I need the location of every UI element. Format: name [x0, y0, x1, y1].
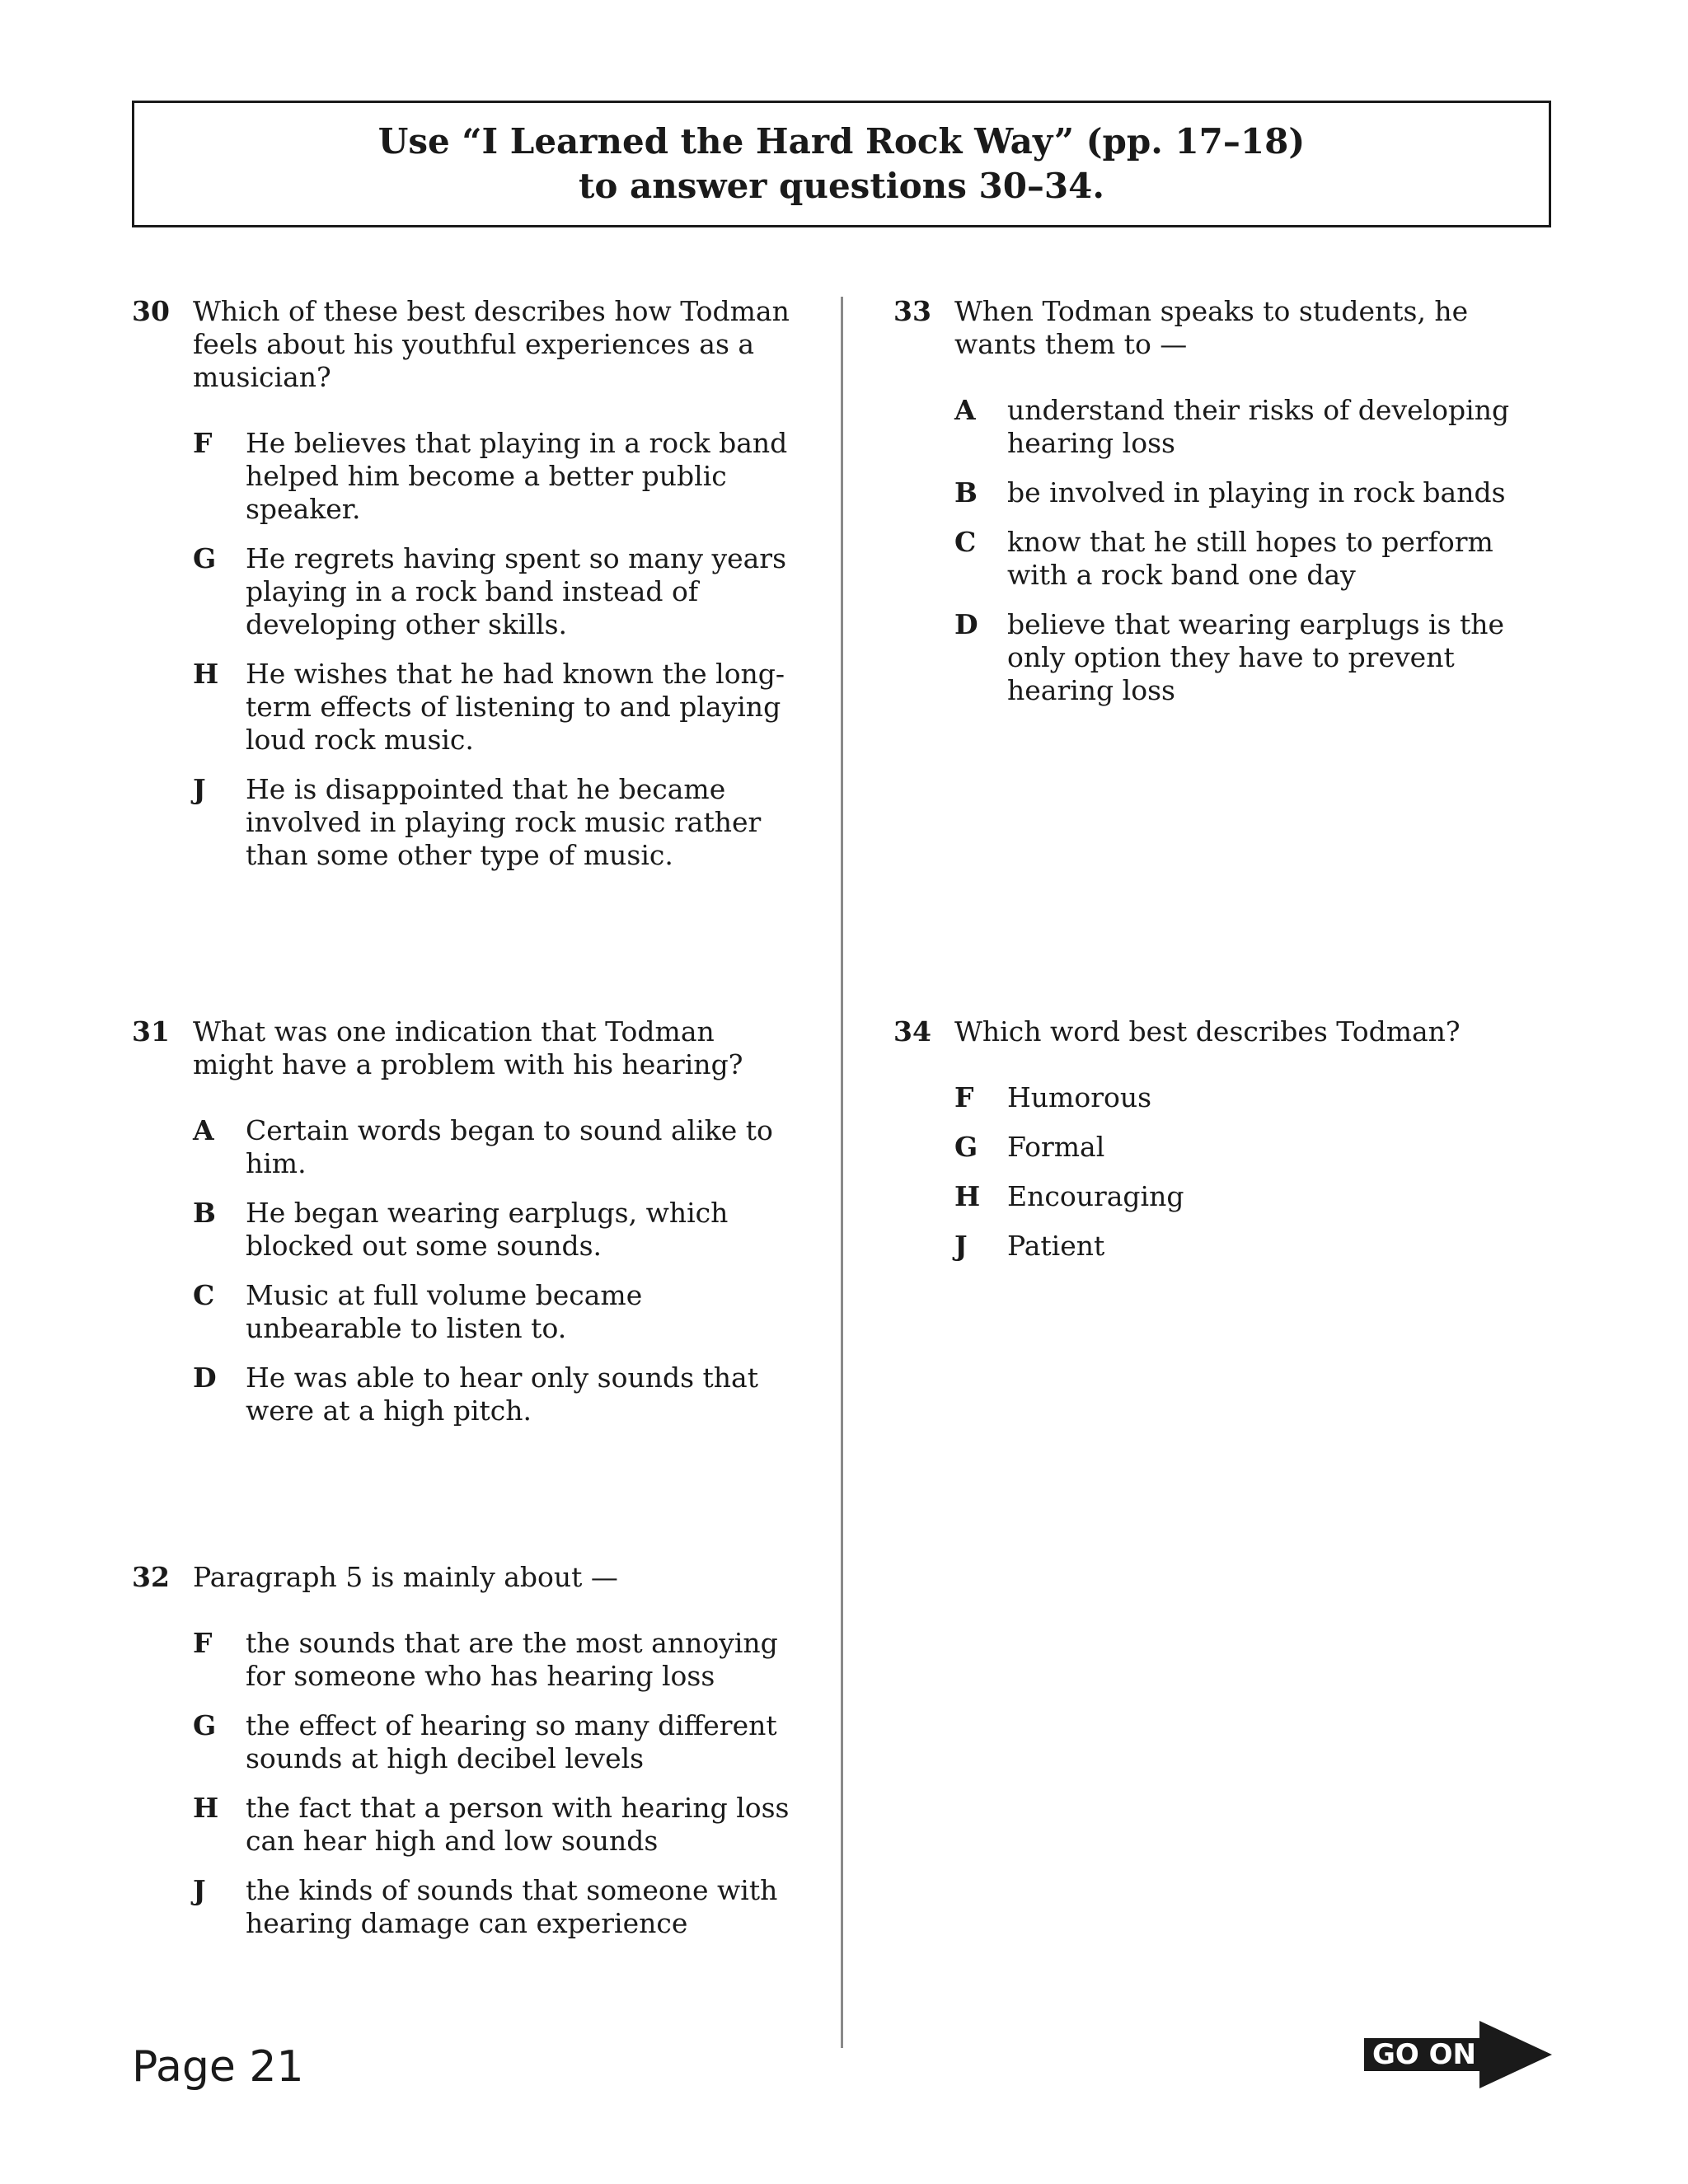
answer-option[interactable]	[193, 1197, 799, 1263]
option-text: He was able to hear only sounds that were at a high pitch.	[246, 1361, 758, 1427]
answer-option[interactable]	[193, 1709, 799, 1775]
option-text: He began wearing earplugs, which blocked out some sounds.	[246, 1197, 729, 1262]
question-30	[132, 295, 799, 888]
instructions-line-2: to answer questions 30–34.	[578, 166, 1105, 206]
answer-option[interactable]	[193, 1874, 799, 1940]
question-number: 33	[893, 295, 931, 327]
question-32	[132, 1561, 799, 1957]
answer-options	[193, 427, 799, 872]
page-number: Page 21	[132, 2042, 304, 2092]
question-number: 31	[132, 1015, 170, 1047]
option-letter: C	[954, 526, 977, 558]
answer-option[interactable]	[954, 394, 1553, 460]
option-text: the sounds that are the most annoying for someone who has hearing loss	[246, 1627, 778, 1692]
question-text: When Todman speaks to students, he wants them to —	[954, 295, 1469, 360]
answer-option[interactable]	[954, 1131, 1553, 1164]
answer-option[interactable]	[193, 658, 799, 757]
option-letter: H	[954, 1180, 981, 1212]
option-text: understand their risks of developing hearing loss	[1007, 394, 1510, 459]
option-letter: B	[954, 476, 978, 509]
option-letter: F	[193, 1627, 213, 1659]
question-text: Paragraph 5 is mainly about —	[193, 1561, 618, 1593]
option-text: Music at full volume became unbearable to listen to.	[246, 1279, 643, 1344]
question-text: Which of these best describes how Todman feels about his youthful experiences as a musician?	[193, 295, 790, 393]
answer-option[interactable]	[193, 773, 799, 872]
option-letter: G	[954, 1131, 978, 1163]
answer-options	[954, 394, 1553, 707]
option-text: be involved in playing in rock bands	[1007, 476, 1506, 509]
question-34	[893, 1015, 1553, 1279]
option-text: He wishes that he had known the long-term effects of listening to and playing loud rock music.	[246, 658, 785, 756]
column-divider	[841, 297, 843, 2048]
option-text: the effect of hearing so many different sounds at high decibel levels	[246, 1709, 777, 1774]
answer-option[interactable]	[193, 1627, 799, 1693]
go-on-label: GO ON	[1372, 2038, 1477, 2071]
option-text: Patient	[1007, 1230, 1105, 1262]
answer-option[interactable]	[954, 1081, 1553, 1114]
answer-option[interactable]	[193, 1361, 799, 1427]
option-text: Encouraging	[1007, 1180, 1184, 1212]
option-letter: B	[193, 1197, 216, 1229]
option-letter: J	[193, 1874, 206, 1906]
option-letter: A	[954, 394, 976, 426]
answer-option[interactable]	[954, 1230, 1553, 1263]
option-text: Humorous	[1007, 1081, 1152, 1113]
go-on-arrow	[1364, 2021, 1554, 2088]
option-text: believe that wearing earplugs is the only option they have to prevent hearing loss	[1007, 608, 1505, 706]
option-text: know that he still hopes to perform with a rock band one day	[1007, 526, 1493, 591]
question-number: 34	[893, 1015, 931, 1047]
option-text: He is disappointed that he became involved in playing rock music rather than some other type of music.	[246, 773, 762, 871]
question-number: 30	[132, 295, 170, 327]
question-text: Which word best describes Todman?	[954, 1015, 1461, 1047]
arrow-right-icon	[1479, 2021, 1552, 2088]
option-letter: H	[193, 1792, 219, 1824]
answer-option[interactable]	[193, 1792, 799, 1858]
option-text: Certain words began to sound alike to him.	[246, 1114, 773, 1179]
option-letter: D	[193, 1361, 217, 1394]
option-letter: D	[954, 608, 978, 640]
option-letter: G	[193, 542, 217, 574]
option-text: Formal	[1007, 1131, 1105, 1163]
answer-option[interactable]	[193, 427, 799, 526]
question-number: 32	[132, 1561, 170, 1593]
instructions-box	[132, 101, 1551, 227]
option-text: the fact that a person with hearing loss can hear high and low sounds	[246, 1792, 790, 1857]
answer-option[interactable]	[193, 542, 799, 641]
option-letter: A	[193, 1114, 214, 1146]
answer-options	[193, 1114, 799, 1427]
option-letter: C	[193, 1279, 215, 1311]
option-letter: F	[193, 427, 213, 459]
option-text: the kinds of sounds that someone with hearing damage can experience	[246, 1874, 778, 1939]
option-letter: G	[193, 1709, 217, 1741]
question-33	[893, 295, 1553, 724]
option-text: He believes that playing in a rock band helped him become a better public speaker.	[246, 427, 788, 525]
option-letter: J	[193, 773, 206, 805]
option-letter: H	[193, 658, 219, 690]
answer-option[interactable]	[954, 476, 1553, 509]
answer-option[interactable]	[193, 1279, 799, 1345]
option-text: He regrets having spent so many years playing in a rock band instead of developing other skills.	[246, 542, 787, 640]
answer-option[interactable]	[193, 1114, 799, 1180]
answer-options	[954, 1081, 1553, 1263]
answer-option[interactable]	[954, 1180, 1553, 1213]
answer-option[interactable]	[954, 526, 1553, 592]
option-letter: F	[954, 1081, 974, 1113]
instructions-line-1: Use “I Learned the Hard Rock Way” (pp. 17–18)	[377, 121, 1306, 162]
question-text: What was one indication that Todman might have a problem with his hearing?	[193, 1015, 743, 1080]
question-31	[132, 1015, 799, 1444]
answer-options	[193, 1627, 799, 1940]
answer-option[interactable]	[954, 608, 1553, 707]
option-letter: J	[954, 1230, 968, 1262]
